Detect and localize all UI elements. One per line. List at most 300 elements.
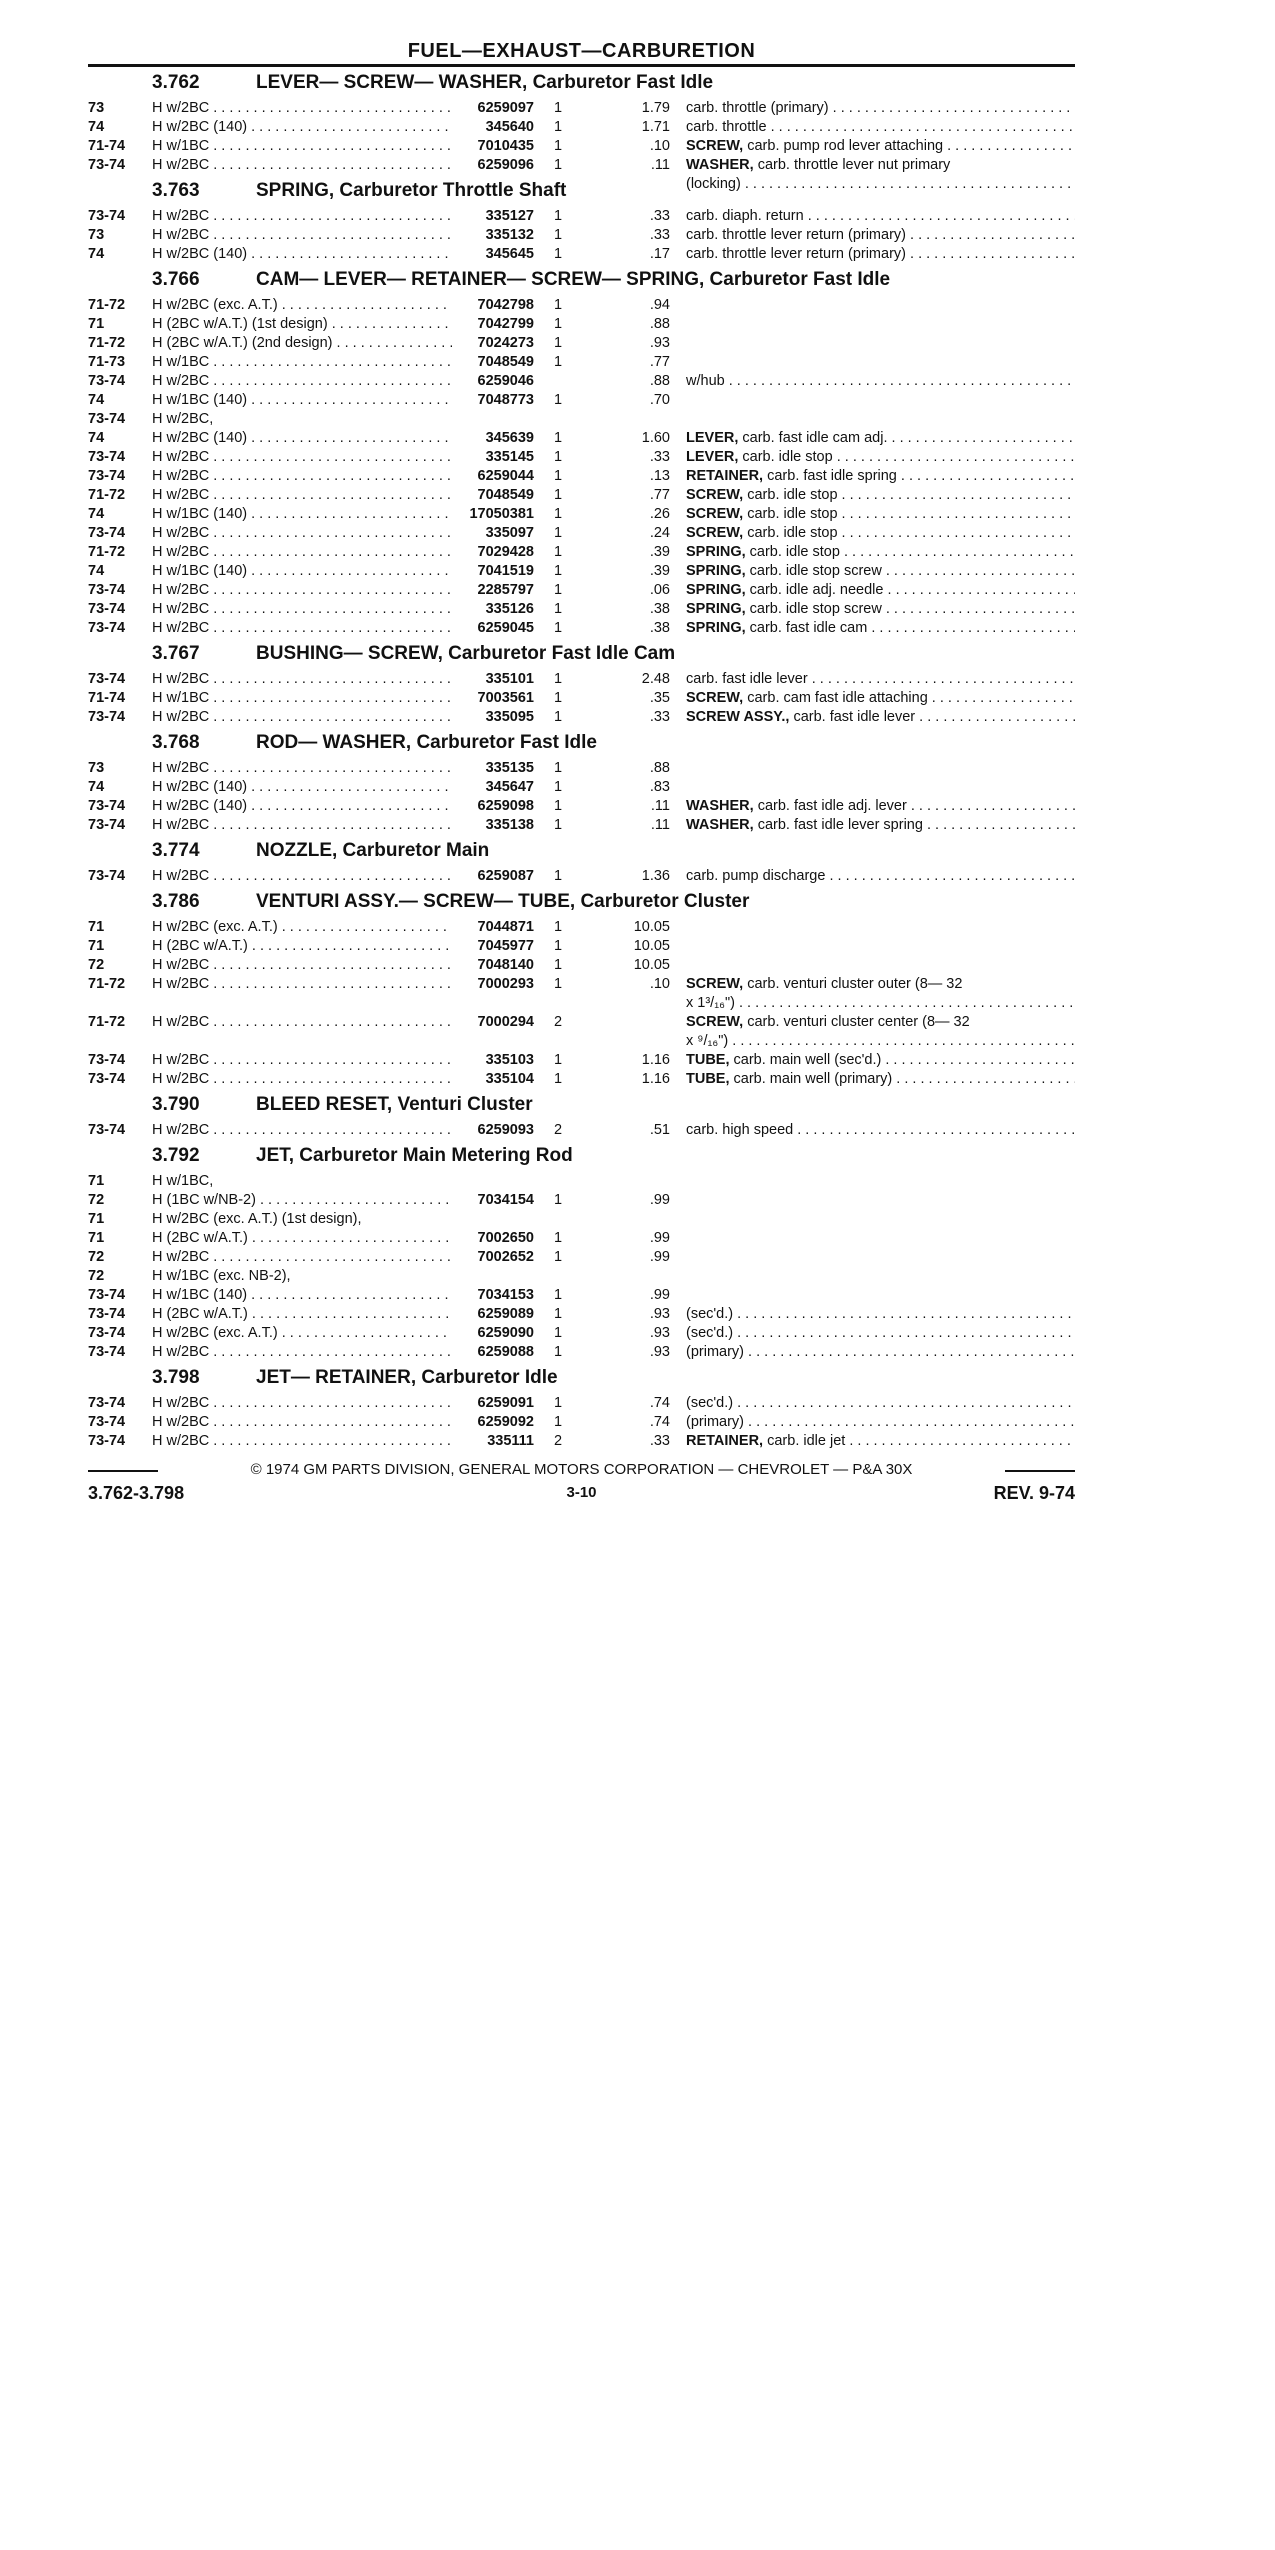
section-name: NOZZLE, Carburetor Main <box>256 840 490 861</box>
row-quantity: 1 <box>554 392 563 408</box>
remark-text: carb. fast idle cam adj. <box>742 430 888 446</box>
remark-text: x ⁹/₁₆") <box>686 1033 729 1049</box>
table-row <box>88 118 1075 137</box>
remark-line <box>686 670 1075 689</box>
table-row <box>88 1070 1075 1089</box>
remark-line <box>686 1013 1075 1032</box>
row-price: 1.16 <box>641 1052 670 1068</box>
row-price: .74 <box>649 1414 670 1430</box>
row-years: 71 <box>88 316 105 332</box>
row-description: H w/2BC . . . <box>152 867 452 886</box>
table-row <box>88 816 1075 835</box>
row-remarks <box>686 1070 1075 1089</box>
row-quantity: 1 <box>554 868 563 884</box>
row-part-number: 335095 <box>485 709 534 725</box>
section-number: 3.767 <box>152 643 200 664</box>
row-price: .88 <box>649 316 670 332</box>
copyright-footer <box>88 1459 1075 1481</box>
row-description: H w/2BC (exc. A.T.) (1st design), <box>152 1211 362 1227</box>
row-remarks <box>686 505 1075 524</box>
row-price: .99 <box>649 1249 670 1265</box>
row-description: H w/2BC (140) . . . <box>152 245 452 264</box>
row-years: 74 <box>88 506 105 522</box>
row-description: H w/2BC . . . <box>152 1051 452 1070</box>
row-quantity: 1 <box>554 671 563 687</box>
remark-text: carb. throttle lever return (primary) <box>686 246 906 262</box>
row-quantity: 1 <box>554 1230 563 1246</box>
row-part-number: 6259087 <box>477 868 534 884</box>
remark-text: carb. fast idle lever spring <box>757 817 923 833</box>
row-description: H w/2BC . . . <box>152 467 452 486</box>
row-quantity: 1 <box>554 119 563 135</box>
row-years: 73-74 <box>88 1287 126 1303</box>
catalog-page <box>88 38 1075 1505</box>
row-part-number: 6259093 <box>477 1122 534 1138</box>
row-years: 71 <box>88 938 105 954</box>
remark-text: (sec'd.) <box>686 1395 734 1411</box>
remark-keyword: SCREW, <box>686 138 744 154</box>
row-quantity: 1 <box>554 1395 563 1411</box>
row-remarks <box>686 137 1075 156</box>
row-description: H w/2BC . . . <box>152 1248 452 1267</box>
remark-text: carb. fast idle adj. lever <box>757 798 907 814</box>
remark-text: carb. high speed <box>686 1122 794 1138</box>
table-row <box>88 505 1075 524</box>
remark-line <box>686 975 1075 994</box>
remark-text: x 1³/₁₆") <box>686 995 735 1011</box>
row-description: H (2BC w/A.T.) (2nd design) . . . <box>152 334 452 353</box>
row-description: H w/2BC (140) . . . <box>152 797 452 816</box>
remark-keyword: SPRING, <box>686 620 746 636</box>
row-part-number: 7048549 <box>477 354 534 370</box>
row-years: 73-74 <box>88 449 126 465</box>
remark-line <box>686 1413 1075 1432</box>
row-years: 74 <box>88 430 105 446</box>
remark-keyword: SPRING, <box>686 563 746 579</box>
table-row <box>88 226 1075 245</box>
remark-text: carb. throttle <box>686 119 767 135</box>
remark-text: carb. venturi cluster center (8— 32 <box>747 1014 970 1030</box>
row-quantity: 1 <box>554 919 563 935</box>
row-part-number: 6259091 <box>477 1395 534 1411</box>
remark-text: carb. throttle lever return (primary) <box>686 227 906 243</box>
row-remarks <box>686 816 1075 835</box>
row-years: 73 <box>88 227 105 243</box>
row-remarks <box>686 1305 1075 1324</box>
row-price: .33 <box>649 227 670 243</box>
row-remarks <box>686 245 1075 264</box>
table-row <box>88 956 1075 975</box>
remark-keyword: SCREW, <box>686 976 744 992</box>
remark-text: carb. idle jet <box>767 1433 846 1449</box>
section-number: 3.790 <box>152 1094 200 1115</box>
row-remarks <box>686 1051 1075 1070</box>
row-description: H w/2BC . . . <box>152 600 452 619</box>
table-row <box>88 975 1075 1013</box>
remark-text: (sec'd.) <box>686 1325 734 1341</box>
row-part-number: 2285797 <box>477 582 534 598</box>
row-years: 73-74 <box>88 1344 126 1360</box>
remark-text: carb. pump rod lever attaching <box>747 138 944 154</box>
row-part-number: 335097 <box>485 525 534 541</box>
remark-line <box>686 505 1075 524</box>
row-part-number: 6259088 <box>477 1344 534 1360</box>
row-quantity: 1 <box>554 227 563 243</box>
row-price: .93 <box>649 1344 670 1360</box>
section-title <box>88 835 1075 867</box>
row-price: .33 <box>649 208 670 224</box>
row-part-number: 7045977 <box>477 938 534 954</box>
row-description: H w/2BC . . . <box>152 448 452 467</box>
row-quantity: 1 <box>554 449 563 465</box>
row-part-number: 335126 <box>485 601 534 617</box>
remark-keyword: SPRING, <box>686 582 746 598</box>
remark-text: carb. fast idle lever <box>686 671 808 687</box>
row-remarks <box>686 1432 1075 1451</box>
row-price: 2.48 <box>641 671 670 687</box>
row-years: 71-72 <box>88 544 126 560</box>
row-years: 71-73 <box>88 354 126 370</box>
row-part-number: 335103 <box>485 1052 534 1068</box>
row-remarks <box>686 797 1075 816</box>
row-part-number: 345639 <box>485 430 534 446</box>
row-price: .13 <box>649 468 670 484</box>
row-years: 73-74 <box>88 1306 126 1322</box>
table-row <box>88 1413 1075 1432</box>
row-quantity: 1 <box>554 1249 563 1265</box>
row-description: H w/2BC (140) . . . <box>152 778 452 797</box>
row-remarks <box>686 867 1075 886</box>
table-row <box>88 1286 1075 1305</box>
row-price: .77 <box>649 487 670 503</box>
table-row <box>88 486 1075 505</box>
row-part-number: 6259089 <box>477 1306 534 1322</box>
table-row <box>88 467 1075 486</box>
row-part-number: 6259045 <box>477 620 534 636</box>
row-description: H (2BC w/A.T.) . . . <box>152 1229 452 1248</box>
table-row <box>88 1051 1075 1070</box>
row-description: H w/1BC (140) . . . <box>152 505 452 524</box>
row-description: H w/2BC . . . <box>152 975 452 994</box>
row-years: 73-74 <box>88 373 126 389</box>
row-years: 71-72 <box>88 976 126 992</box>
row-part-number: 7000294 <box>477 1014 534 1030</box>
row-description: H w/1BC, <box>152 1173 214 1189</box>
row-description: H w/1BC (140) . . . <box>152 391 452 410</box>
remark-line <box>686 708 1075 727</box>
section-3-766 <box>88 264 1075 638</box>
table-row <box>88 524 1075 543</box>
row-quantity: 1 <box>554 430 563 446</box>
section-name: SPRING, Carburetor Throttle Shaft <box>256 180 567 201</box>
table-row <box>88 619 1075 638</box>
row-description: H w/2BC . . . <box>152 581 452 600</box>
row-description: H w/1BC (140) . . . <box>152 1286 452 1305</box>
remark-keyword: WASHER, <box>686 157 754 173</box>
row-description: H w/2BC . . . <box>152 816 452 835</box>
row-remarks <box>686 524 1075 543</box>
table-row <box>88 315 1075 334</box>
row-part-number: 335138 <box>485 817 534 833</box>
row-remarks <box>686 1121 1075 1140</box>
table-row <box>88 759 1075 778</box>
row-description: H w/2BC . . . <box>152 99 452 118</box>
remark-line <box>686 245 1075 264</box>
row-part-number: 7010435 <box>477 138 534 154</box>
row-price: 1.16 <box>641 1071 670 1087</box>
table-row <box>88 797 1075 816</box>
section-3-767 <box>88 638 1075 727</box>
row-years: 71-72 <box>88 297 126 313</box>
row-price: 1.79 <box>641 100 670 116</box>
row-price: .10 <box>649 976 670 992</box>
row-years: 71 <box>88 1211 105 1227</box>
remark-text: carb. fast idle cam <box>749 620 868 636</box>
row-remarks <box>686 118 1075 137</box>
row-remarks <box>686 99 1075 118</box>
row-part-number: 7000293 <box>477 976 534 992</box>
row-price: .24 <box>649 525 670 541</box>
row-part-number: 7048549 <box>477 487 534 503</box>
row-remarks <box>686 448 1075 467</box>
row-price: .94 <box>649 297 670 313</box>
row-price: .39 <box>649 563 670 579</box>
remark-line <box>686 156 1075 175</box>
remark-line <box>686 137 1075 156</box>
row-part-number: 7034153 <box>477 1287 534 1303</box>
remark-keyword: RETAINER, <box>686 1433 764 1449</box>
table-row <box>88 581 1075 600</box>
remark-text: carb. throttle lever nut primary <box>757 157 951 173</box>
table-row <box>88 1343 1075 1362</box>
row-remarks <box>686 670 1075 689</box>
remark-line <box>686 867 1075 886</box>
remark-line <box>686 1394 1075 1413</box>
row-description: H w/2BC . . . <box>152 1394 452 1413</box>
row-price: .93 <box>649 1325 670 1341</box>
remark-keyword: SCREW, <box>686 487 744 503</box>
row-remarks <box>686 708 1075 727</box>
row-years: 73-74 <box>88 601 126 617</box>
row-description: H w/2BC (exc. A.T.) . . . <box>152 296 452 315</box>
remark-text: carb. idle stop screw <box>749 563 882 579</box>
row-years: 71-74 <box>88 690 126 706</box>
remark-line <box>686 207 1075 226</box>
row-part-number: 7041519 <box>477 563 534 579</box>
remark-text: (primary) <box>686 1414 744 1430</box>
section-name: VENTURI ASSY.— SCREW— TUBE, Carburetor Cluster <box>256 891 750 912</box>
row-description: H w/2BC . . . <box>152 372 452 391</box>
row-quantity: 1 <box>554 620 563 636</box>
section-name: BUSHING— SCREW, Carburetor Fast Idle Cam <box>256 643 676 664</box>
row-description: H w/2BC . . . <box>152 226 452 245</box>
row-price: .99 <box>649 1230 670 1246</box>
row-quantity: 1 <box>554 798 563 814</box>
row-price: .26 <box>649 506 670 522</box>
table-row <box>88 670 1075 689</box>
row-description: H w/1BC . . . <box>152 689 452 708</box>
row-description: H w/2BC . . . <box>152 1413 452 1432</box>
row-years: 71 <box>88 1230 105 1246</box>
row-years: 73-74 <box>88 1395 126 1411</box>
row-price: 1.71 <box>641 119 670 135</box>
row-remarks <box>686 619 1075 638</box>
section-3-786 <box>88 886 1075 1089</box>
row-part-number: 335104 <box>485 1071 534 1087</box>
remark-text: carb. venturi cluster outer (8— 32 <box>747 976 963 992</box>
remark-text: carb. idle stop <box>747 525 838 541</box>
row-price: .35 <box>649 690 670 706</box>
table-row <box>88 207 1075 226</box>
table-row <box>88 543 1075 562</box>
row-quantity: 1 <box>554 208 563 224</box>
remark-text: carb. idle stop <box>742 449 833 465</box>
row-price: .88 <box>649 760 670 776</box>
table-row <box>88 1394 1075 1413</box>
row-quantity: 1 <box>554 1287 563 1303</box>
row-part-number: 6259096 <box>477 157 534 173</box>
row-years: 71 <box>88 1173 105 1189</box>
row-remarks <box>686 1413 1075 1432</box>
row-years: 73-74 <box>88 1414 126 1430</box>
row-part-number: 345645 <box>485 246 534 262</box>
section-number: 3.774 <box>152 840 200 861</box>
row-years: 73-74 <box>88 817 126 833</box>
row-remarks <box>686 562 1075 581</box>
section-name: ROD— WASHER, Carburetor Fast Idle <box>256 732 597 753</box>
row-price: .93 <box>649 335 670 351</box>
table-row <box>88 391 1075 410</box>
remark-keyword: SCREW, <box>686 506 744 522</box>
section-3-792 <box>88 1140 1075 1362</box>
row-years: 73-74 <box>88 468 126 484</box>
row-quantity: 1 <box>554 506 563 522</box>
row-quantity: 1 <box>554 760 563 776</box>
row-quantity: 1 <box>554 1052 563 1068</box>
row-description: H (2BC w/A.T.) . . . <box>152 937 452 956</box>
row-part-number: 6259097 <box>477 100 534 116</box>
row-description: H w/2BC (140) . . . <box>152 118 452 137</box>
row-description: H w/2BC . . . <box>152 670 452 689</box>
table-row <box>88 918 1075 937</box>
row-part-number: 7034154 <box>477 1192 534 1208</box>
row-years: 73-74 <box>88 1325 126 1341</box>
section-3-798 <box>88 1362 1075 1451</box>
row-description: H (2BC w/A.T.) . . . <box>152 1305 452 1324</box>
row-remarks <box>686 543 1075 562</box>
table-row <box>88 137 1075 156</box>
row-years: 73-74 <box>88 582 126 598</box>
row-price: .51 <box>649 1122 670 1138</box>
section-name: BLEED RESET, Venturi Cluster <box>256 1094 533 1115</box>
row-years: 73-74 <box>88 208 126 224</box>
row-description: H w/2BC (140) . . . <box>152 429 452 448</box>
row-part-number: 6259090 <box>477 1325 534 1341</box>
row-years: 73-74 <box>88 798 126 814</box>
row-price: .99 <box>649 1287 670 1303</box>
row-description: H w/2BC . . . <box>152 956 452 975</box>
remark-line <box>686 619 1075 638</box>
page-header: FUEL—EXHAUST—CARBURETION <box>88 38 1075 67</box>
table-row <box>88 1267 1075 1286</box>
row-part-number: 345640 <box>485 119 534 135</box>
section-name: JET, Carburetor Main Metering Rod <box>256 1145 573 1166</box>
row-price: .17 <box>649 246 670 262</box>
row-price: .11 <box>650 798 670 814</box>
table-row <box>88 708 1075 727</box>
row-years: 74 <box>88 246 105 262</box>
remark-text: carb. idle adj. needle <box>749 582 884 598</box>
remark-line <box>686 994 1075 1013</box>
table-row <box>88 429 1075 448</box>
remark-keyword: SCREW, <box>686 525 744 541</box>
row-quantity: 1 <box>554 1071 563 1087</box>
row-price: .33 <box>649 449 670 465</box>
row-part-number: 335111 <box>487 1433 534 1449</box>
remark-text: carb. fast idle lever <box>793 709 916 725</box>
row-years: 73-74 <box>88 620 126 636</box>
row-price: .38 <box>649 620 670 636</box>
section-3-790 <box>88 1089 1075 1140</box>
remark-line <box>686 524 1075 543</box>
table-row <box>88 1305 1075 1324</box>
row-years: 73-74 <box>88 671 126 687</box>
sections-container <box>88 67 1075 1451</box>
row-price: .10 <box>649 138 670 154</box>
remark-text: carb. pump discharge <box>686 868 826 884</box>
row-quantity: 1 <box>554 1344 563 1360</box>
section-title <box>88 1362 1075 1394</box>
row-description: H w/2BC . . . <box>152 207 452 226</box>
row-price: 1.36 <box>641 868 670 884</box>
row-description: H (2BC w/A.T.) (1st design) . . . <box>152 315 452 334</box>
section-3-768 <box>88 727 1075 835</box>
row-years: 72 <box>88 1249 105 1265</box>
remark-line <box>686 448 1075 467</box>
table-row <box>88 245 1075 264</box>
row-quantity: 1 <box>554 1414 563 1430</box>
remark-line <box>686 99 1075 118</box>
remark-text: (primary) <box>686 1344 744 1360</box>
section-3-763 <box>88 175 1075 264</box>
row-description: H w/1BC . . . <box>152 353 452 372</box>
row-description: H w/1BC (140) . . . <box>152 562 452 581</box>
row-part-number: 345647 <box>485 779 534 795</box>
row-years: 71-72 <box>88 335 126 351</box>
remark-keyword: SPRING, <box>686 601 746 617</box>
row-price: .83 <box>649 779 670 795</box>
row-part-number: 7003561 <box>477 690 534 706</box>
row-part-number: 7002652 <box>477 1249 534 1265</box>
row-years: 71-74 <box>88 138 126 154</box>
row-part-number: 7002650 <box>477 1230 534 1246</box>
row-price: .11 <box>650 157 670 173</box>
row-price: 10.05 <box>633 938 670 954</box>
remark-text: w/hub <box>686 373 725 389</box>
table-row <box>88 334 1075 353</box>
row-description: H w/2BC . . . <box>152 1343 452 1362</box>
row-description: H w/1BC . . . <box>152 137 452 156</box>
row-price: .77 <box>649 354 670 370</box>
remark-line <box>686 486 1075 505</box>
row-remarks <box>686 1343 1075 1362</box>
row-description: H w/2BC, <box>152 411 214 427</box>
remark-line <box>686 1432 1075 1451</box>
row-years: 72 <box>88 957 105 973</box>
row-years: 74 <box>88 119 105 135</box>
remark-keyword: SCREW ASSY., <box>686 709 790 725</box>
row-remarks <box>686 1013 1075 1051</box>
